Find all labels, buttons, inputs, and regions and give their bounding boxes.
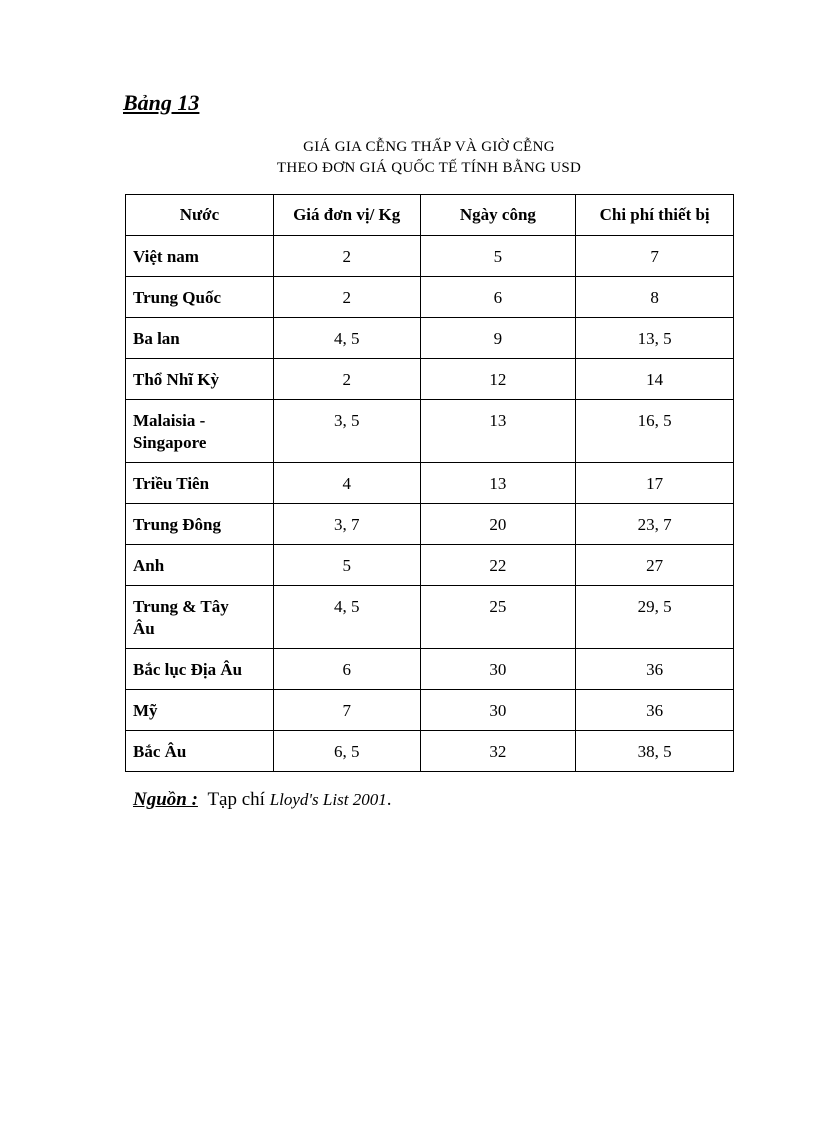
- table-row: [126, 463, 734, 504]
- country-line: Trung & Tây: [133, 597, 229, 616]
- equipment-cost-cell: 29, 5: [576, 586, 734, 649]
- table-row: [126, 504, 734, 545]
- equipment-cost-cell: 36: [576, 690, 734, 731]
- source-suffix: .: [386, 789, 392, 810]
- table-row: [126, 400, 734, 463]
- workdays-cell: 30: [420, 690, 576, 731]
- source-publication: Lloyd's List 2001: [269, 790, 387, 809]
- table-row: [126, 277, 734, 318]
- workdays-cell: 30: [420, 649, 576, 690]
- country-cell: Thổ Nhĩ Kỳ: [126, 359, 274, 400]
- column-header-country: Nước: [126, 195, 274, 236]
- table-row: [126, 586, 734, 649]
- title-line-2: THEO ĐƠN GIÁ QUỐC TẾ TÍNH BẰNG USD: [276, 160, 582, 176]
- source-label: Nguồn :: [133, 789, 198, 810]
- country-line: Singapore: [133, 433, 207, 452]
- workdays-cell: 32: [420, 731, 576, 772]
- header-row: [126, 195, 734, 236]
- equipment-cost-cell: 38, 5: [576, 731, 734, 772]
- workdays-cell: 25: [420, 586, 576, 649]
- workdays-cell: 9: [420, 318, 576, 359]
- unit-price-cell: 4, 5: [273, 586, 420, 649]
- table-row: [126, 236, 734, 277]
- country-cell: Anh: [126, 545, 274, 586]
- country-cell: [126, 586, 274, 649]
- unit-price-cell: 6, 5: [273, 731, 420, 772]
- country-cell: Trung Đông: [126, 504, 274, 545]
- country-line: Âu: [133, 619, 155, 638]
- table-row: [126, 545, 734, 586]
- country-cell: [126, 400, 274, 463]
- table-row: [126, 731, 734, 772]
- workdays-cell: 12: [420, 359, 576, 400]
- country-cell: Bắc Âu: [126, 731, 274, 772]
- column-header-equipment-cost: Chi phí thiết bị: [576, 195, 734, 236]
- table-row: [126, 649, 734, 690]
- title-line-1: GIÁ GIA CỄNG THẤP VÀ GIỜ CỄNG: [303, 139, 555, 155]
- unit-price-cell: 7: [273, 690, 420, 731]
- unit-price-cell: 2: [273, 236, 420, 277]
- country-cell: Mỹ: [126, 690, 274, 731]
- workdays-cell: 22: [420, 545, 576, 586]
- workdays-cell: 20: [420, 504, 576, 545]
- equipment-cost-cell: 27: [576, 545, 734, 586]
- equipment-cost-cell: 7: [576, 236, 734, 277]
- source-note: [133, 789, 391, 811]
- table-label: Bảng 13: [123, 90, 200, 115]
- table-row: [126, 318, 734, 359]
- country-line: Malaisia -: [133, 411, 206, 430]
- table-row: [126, 359, 734, 400]
- unit-price-cell: 4: [273, 463, 420, 504]
- equipment-cost-cell: 8: [576, 277, 734, 318]
- country-cell: Bắc lục Địa Âu: [126, 649, 274, 690]
- equipment-cost-cell: 14: [576, 359, 734, 400]
- country-cell: Trung Quốc: [126, 277, 274, 318]
- equipment-cost-cell: 13, 5: [576, 318, 734, 359]
- source-prefix: Tạp chí: [207, 789, 265, 810]
- unit-price-cell: 3, 7: [273, 504, 420, 545]
- workdays-cell: 13: [420, 400, 576, 463]
- column-header-unit-price: Giá đơn vị/ Kg: [273, 195, 420, 236]
- country-cell: Ba lan: [126, 318, 274, 359]
- workdays-cell: 13: [420, 463, 576, 504]
- unit-price-cell: 2: [273, 359, 420, 400]
- unit-price-cell: 3, 5: [273, 400, 420, 463]
- country-cell: Triều Tiên: [126, 463, 274, 504]
- unit-price-cell: 4, 5: [273, 318, 420, 359]
- workdays-cell: 6: [420, 277, 576, 318]
- unit-price-cell: 5: [273, 545, 420, 586]
- country-cell: Việt nam: [126, 236, 274, 277]
- workdays-cell: 5: [420, 236, 576, 277]
- column-header-workdays: Ngày công: [420, 195, 576, 236]
- table-row: [126, 690, 734, 731]
- price-table: [125, 194, 734, 772]
- equipment-cost-cell: 36: [576, 649, 734, 690]
- unit-price-cell: 6: [273, 649, 420, 690]
- equipment-cost-cell: 17: [576, 463, 734, 504]
- unit-price-cell: 2: [273, 277, 420, 318]
- equipment-cost-cell: 16, 5: [576, 400, 734, 463]
- table-title: [124, 137, 734, 179]
- equipment-cost-cell: 23, 7: [576, 504, 734, 545]
